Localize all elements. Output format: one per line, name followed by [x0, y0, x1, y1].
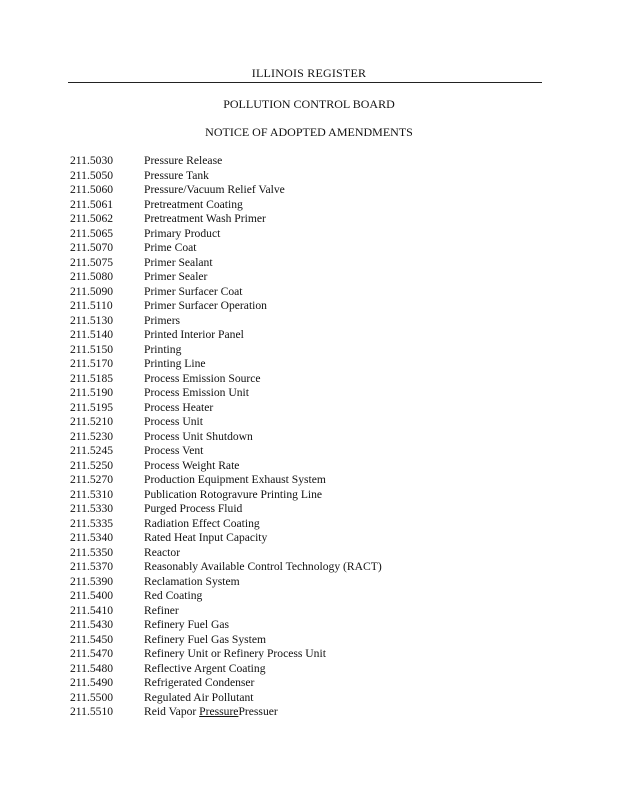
section-row — [70, 488, 550, 503]
section-number: 211.5390 — [70, 574, 114, 588]
agency-name: POLLUTION CONTROL BOARD — [223, 97, 395, 111]
section-title: Printing — [144, 342, 182, 356]
section-number: 211.5310 — [70, 487, 114, 501]
notice-type: NOTICE OF ADOPTED AMENDMENTS — [205, 125, 413, 139]
section-title: Primary Product — [144, 226, 221, 240]
section-title: Process Emission Unit — [144, 386, 249, 399]
section-title: Pressure Tank — [144, 168, 209, 182]
section-title: Primer Surfacer Coat — [144, 284, 243, 298]
section-row — [70, 459, 550, 474]
section-title: Primer Surfacer Operation — [144, 299, 267, 312]
section-row — [70, 430, 550, 445]
section-row — [70, 314, 550, 329]
section-row — [70, 415, 550, 430]
section-row — [70, 517, 550, 532]
register-title: ILLINOIS REGISTER — [251, 66, 367, 80]
section-row — [70, 618, 550, 633]
section-title: Prime Coat — [144, 241, 197, 254]
section-number: 211.5070 — [70, 241, 114, 254]
section-number: 211.5500 — [70, 690, 114, 704]
section-number: 211.5060 — [70, 183, 114, 196]
section-number: 211.5110 — [70, 299, 113, 312]
section-row — [70, 647, 550, 662]
section-number: 211.5080 — [70, 270, 114, 283]
section-row — [70, 589, 550, 604]
section-number: 211.5130 — [70, 313, 114, 327]
section-number: 211.5470 — [70, 647, 114, 660]
section-title: Pretreatment Wash Primer — [144, 212, 266, 225]
section-row — [70, 299, 550, 314]
section-number: 211.5410 — [70, 603, 114, 617]
section-number: 211.5370 — [70, 560, 114, 573]
section-title: Rated Heat Input Capacity — [144, 531, 268, 544]
section-number: 211.5050 — [70, 168, 114, 182]
section-number: 211.5490 — [70, 676, 114, 689]
section-row — [70, 372, 550, 387]
section-row — [70, 662, 550, 677]
section-row — [70, 256, 550, 271]
section-title: Pretreatment Coating — [144, 197, 243, 211]
section-number: 211.5140 — [70, 328, 114, 341]
section-row — [70, 401, 550, 416]
section-number: 211.5510 — [70, 705, 114, 718]
section-number: 211.5075 — [70, 255, 114, 269]
section-row — [70, 444, 550, 459]
deleted-text: Pressure — [199, 705, 239, 718]
section-number: 211.5170 — [70, 357, 114, 370]
section-title: Red Coating — [144, 589, 203, 602]
section-title: Reactor — [144, 545, 181, 559]
section-title: Refrigerated Condenser — [144, 676, 255, 689]
section-title: Process Unit Shutdown — [144, 429, 253, 443]
inserted-text: Pressuer — [238, 705, 278, 718]
section-number: 211.5450 — [70, 632, 114, 646]
section-title: Primer Sealant — [144, 255, 213, 269]
section-number: 211.5340 — [70, 531, 114, 544]
section-row — [70, 575, 550, 590]
section-title: Process Unit — [144, 415, 203, 428]
section-number: 211.5480 — [70, 661, 114, 675]
section-number: 211.5250 — [70, 458, 114, 472]
section-number: 211.5090 — [70, 284, 114, 298]
section-list — [70, 154, 550, 720]
section-number: 211.5150 — [70, 342, 114, 356]
section-row — [70, 198, 550, 213]
section-title: Refinery Fuel Gas System — [144, 632, 267, 646]
section-number: 211.5185 — [70, 371, 114, 385]
section-row — [70, 502, 550, 517]
section-title: Refinery Unit or Refinery Process Unit — [144, 647, 326, 660]
section-number: 211.5230 — [70, 429, 114, 443]
section-row — [70, 676, 550, 691]
section-row — [70, 691, 550, 706]
section-title-text: Reid Vapor — [144, 705, 200, 718]
section-number: 211.5195 — [70, 400, 114, 414]
section-row — [70, 473, 550, 488]
section-row — [70, 285, 550, 300]
section-row — [70, 546, 550, 561]
section-title: Printing Line — [144, 357, 206, 370]
section-row — [70, 328, 550, 343]
section-row — [70, 604, 550, 619]
section-title: Process Vent — [144, 444, 204, 457]
section-title: Primer Sealer — [144, 270, 208, 283]
section-title: Refinery Fuel Gas — [144, 618, 230, 631]
section-number: 211.5430 — [70, 618, 114, 631]
section-title: Radiation Effect Coating — [144, 516, 260, 530]
section-row — [70, 705, 550, 720]
section-title — [144, 705, 550, 720]
section-title: Publication Rotogravure Printing Line — [144, 487, 323, 501]
section-number: 211.5350 — [70, 545, 114, 559]
section-title: Reflective Argent Coating — [144, 661, 266, 675]
section-title: Production Equipment Exhaust System — [144, 473, 326, 486]
section-row — [70, 633, 550, 648]
section-number: 211.5062 — [70, 212, 114, 225]
section-title: Purged Process Fluid — [144, 502, 243, 515]
section-row — [70, 357, 550, 372]
section-row — [70, 169, 550, 184]
section-title: Process Heater — [144, 400, 214, 414]
section-title: Process Weight Rate — [144, 458, 240, 472]
section-title: Pressure Release — [144, 154, 223, 167]
section-title: Printed Interior Panel — [144, 328, 244, 341]
section-number: 211.5030 — [70, 154, 114, 167]
section-title: Process Emission Source — [144, 371, 261, 385]
section-row — [70, 386, 550, 401]
section-row — [70, 212, 550, 227]
section-title: Primers — [144, 313, 181, 327]
section-title: Reasonably Available Control Technology (RACT) — [144, 560, 382, 573]
section-title: Regulated Air Pollutant — [144, 690, 254, 704]
section-row — [70, 154, 550, 169]
section-row — [70, 531, 550, 546]
section-row — [70, 343, 550, 358]
section-number: 211.5270 — [70, 473, 114, 486]
section-title: Reclamation System — [144, 574, 240, 588]
section-number: 211.5065 — [70, 226, 114, 240]
section-number: 211.5190 — [70, 386, 114, 399]
section-number: 211.5245 — [70, 444, 114, 457]
section-row — [70, 227, 550, 242]
header-divider — [68, 82, 542, 83]
section-row — [70, 270, 550, 285]
section-number: 211.5400 — [70, 589, 114, 602]
section-title: Refiner — [144, 603, 179, 617]
section-number: 211.5061 — [70, 197, 114, 211]
section-number: 211.5335 — [70, 516, 114, 530]
section-number: 211.5330 — [70, 502, 114, 515]
section-title: Pressure/Vacuum Relief Valve — [144, 183, 285, 196]
section-number: 211.5210 — [70, 415, 114, 428]
section-row — [70, 183, 550, 198]
section-row — [70, 560, 550, 575]
section-row — [70, 241, 550, 256]
